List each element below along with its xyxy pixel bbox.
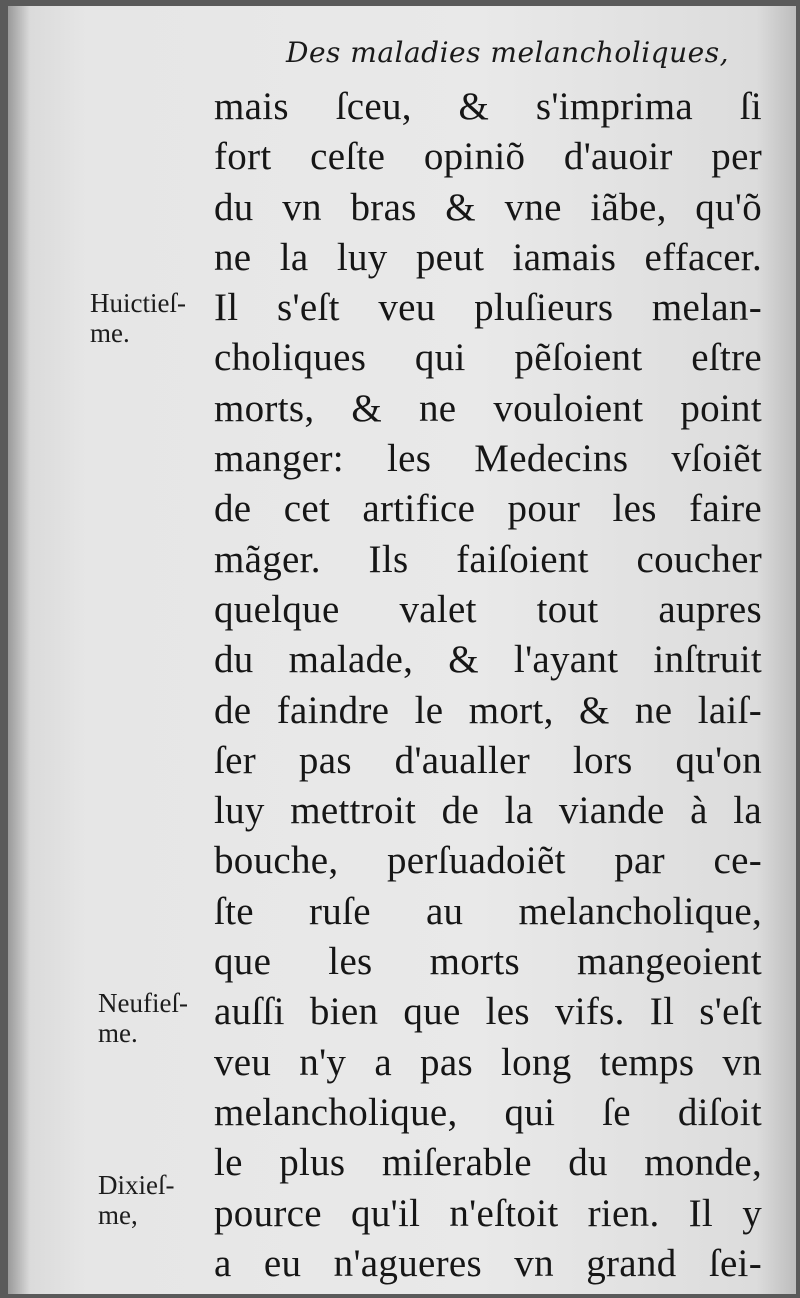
- binding-shadow: [8, 6, 30, 1294]
- margin-note-dixiesme: [98, 1170, 228, 1230]
- text-line: de faindre le mort, & ne laiſ-: [214, 688, 762, 732]
- text-line: bouche, perſuadoiẽt par ce-: [214, 839, 762, 883]
- text-line: pource qu'il n'eſtoit rien. Il y: [214, 1191, 762, 1235]
- margin-note-line: Dixieſ-: [98, 1170, 175, 1200]
- margin-note-line: Huictieſ-: [90, 288, 186, 318]
- text-line: mãger. Ils faiſoient coucher: [214, 537, 762, 581]
- margin-note-neufiesme: [98, 988, 228, 1048]
- text-line: Il s'eſt veu pluſieurs melan-: [214, 286, 762, 330]
- text-line: le plus miſerable du monde,: [214, 1141, 762, 1185]
- running-head: Des maladies melancholiques,: [286, 36, 729, 69]
- margin-note-line: me,: [98, 1200, 138, 1230]
- text-line: luy mettroit de la viande à la: [214, 789, 762, 833]
- text-line: mais ſceu, & s'imprima ſi: [214, 85, 762, 128]
- text-line: du vn bras & vne iãbe, qu'õ: [214, 185, 762, 229]
- text-line: que les morts mangeoient: [214, 940, 762, 984]
- text-line: morts, & ne vouloient point: [214, 386, 762, 430]
- text-line: de cet artifice pour les faire: [214, 487, 762, 531]
- text-line: choliques qui pẽſoient eſtre: [214, 336, 762, 380]
- text-line: veu n'y a pas long temps vn: [214, 1040, 762, 1084]
- margin-note-line: me.: [90, 318, 130, 348]
- margin-note-line: Neufieſ-: [98, 988, 188, 1018]
- margin-note-huictiesme: [90, 288, 220, 348]
- text-line: auſſi bien que les vifs. Il s'eſt: [214, 990, 762, 1034]
- text-line: ne la luy peut iamais effacer.: [214, 235, 762, 279]
- text-line: du malade, & l'ayant inſtruit: [214, 638, 762, 682]
- text-line: manger: les Medecins vſoiẽt: [214, 437, 762, 481]
- body-text: [214, 82, 762, 1289]
- text-line: melancholique, qui ſe diſoit: [214, 1090, 762, 1134]
- text-line: quelque valet tout aupres: [214, 587, 762, 631]
- text-line: ſer pas d'aualler lors qu'on: [214, 738, 762, 782]
- margin-note-line: me.: [98, 1018, 138, 1048]
- text-line: ſte ruſe au melancholique,: [214, 889, 762, 933]
- text-line: a eu n'agueres vn grand ſei-: [214, 1241, 762, 1285]
- book-page: [8, 6, 796, 1294]
- text-line: fort ceſte opiniõ d'auoir per: [214, 135, 762, 179]
